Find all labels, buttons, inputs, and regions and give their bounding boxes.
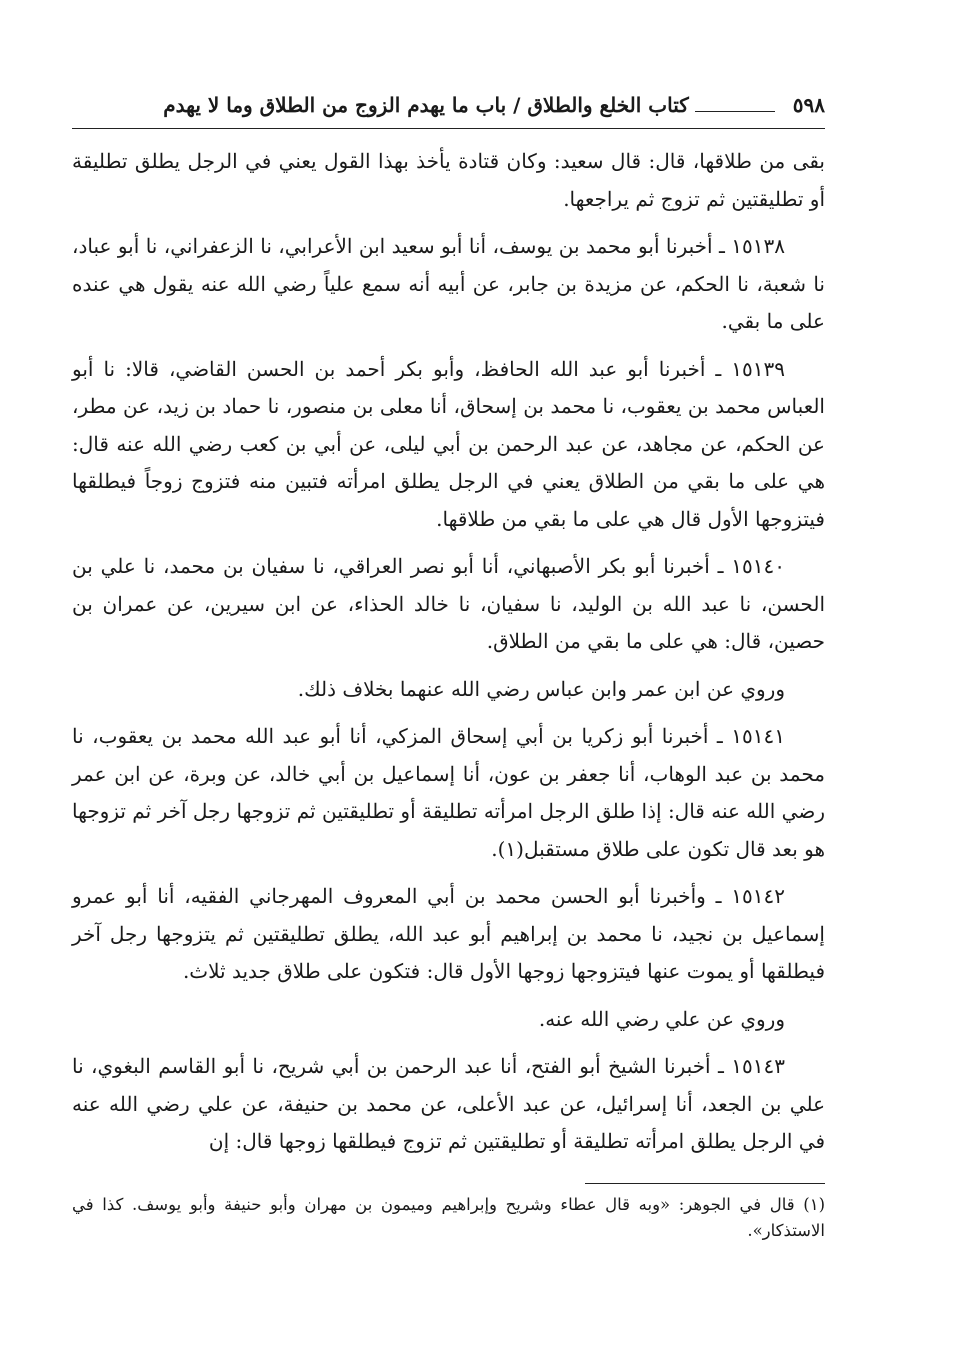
paragraph: وروي عن علي رضي الله عنه. <box>538 1006 785 1031</box>
paragraph: ١٥١٣٩ ـ أخبرنا أبو عبد الله الحافظ، وأبو بكر أحمد بن الحسن القاضي، قالا: نا أبو العباس محمد بن يعقوب، نا محمد بن إسحاق، أنا معلى بن منصور، نا حماد بن زيد، عن مطر، عن الحكم، عن مجاهد، عن عبد الرحمن بن أبي ليلى، عن أبي بن كعب رضي الله عنه قال: هي على ما بقي من الطلاق يعني في الرجل يطلق امرأته فتبين منه فتزوج زوجاً فيطلقها فيتزوجها الأول قال هي على ما بقي من طلاقها. <box>72 356 825 531</box>
header-rule <box>695 99 775 112</box>
page-number: ٥٩٨ <box>792 93 825 117</box>
footnote-separator <box>585 1183 825 1184</box>
running-header <box>72 88 825 129</box>
paragraph: ١٥١٤٣ ـ أخبرنا الشيخ أبو الفتح، أنا عبد الرحمن بن أبي شريح، نا أبو القاسم البغوي، نا علي بن الجعد، أنا إسرائيل، عن عبد الأعلى، عن محمد بن حنيفة، عن علي رضي الله عنه في الرجل يطلق امرأته تطليقة أو تطليقتين ثم تزوج فيطلقها زوجها قال: إن <box>72 1054 825 1153</box>
footnote: (١) قال في الجوهر: «وبه قال عطاء وشريح وإبراهيم وميمون بن مهران وأبو حنيفة وأبو يوسف. كذا في الاستذكار». <box>72 1194 825 1240</box>
paragraph: ١٥١٤١ ـ أخبرنا أبو زكريا بن أبي إسحاق المزكي، أنا أبو عبد الله محمد بن يعقوب، نا محمد بن عبد الوهاب، أنا جعفر بن عون، أنا إسماعيل بن أبي خالد، عن وبرة، عن ابن عمر رضي الله عنه قال: إذا طلق الرجل امرأته تطليقة أو تطليقتين ثم تزوجها رجل آخر ثم تزوجها هو بعد قال تكون على طلاق مستقبل(١). <box>72 724 825 861</box>
paragraph: ١٥١٤٠ ـ أخبرنا أبو بكر الأصبهاني، أنا أبو نصر العراقي، نا سفيان بن محمد، نا علي بن الحسن، نا عبد الله بن الوليد، نا سفيان، نا خالد الحذاء، عن ابن سيرين، عن عمران بن حصين، قال: هي على ما بقي من الطلاق. <box>72 554 825 653</box>
paragraph: وروي عن ابن عمر وابن عباس رضي الله عنهما بخلاف ذلك. <box>297 676 785 701</box>
paragraph: ١٥١٤٢ ـ وأخبرنا أبو الحسن محمد بن أبي المعروف المهرجاني الفقيه، أنا أبو عمرو إسماعيل بن نجيد، نا محمد بن إبراهيم أبو عبد الله، يطلق تطليقتين ثم يتزوجها رجل آخر فيطلقها أو يموت عنها فيتزوجها زوجها الأول قال: فتكون على طلاق جديد ثلاث. <box>72 884 825 983</box>
main-text <box>72 143 825 1161</box>
paragraph: ١٥١٣٨ ـ أخبرنا أبو محمد بن يوسف، أنا أبو سعيد ابن الأعرابي، نا الزعفراني، نا أبو عباد، نا شعبة، نا الحكم، عن مزيدة بن جابر، عن أبيه أنه سمع علياً رضي الله عنه يقول هي عنده على ما بقي. <box>72 234 825 333</box>
paragraph: بقى من طلاقها، قال: قال سعيد: وكان قتادة يأخذ بهذا القول يعني في الرجل يطلق تطليقة أو تطليقتين ثم تزوج ثم يراجعها. <box>72 149 825 211</box>
running-title: كتاب الخلع والطلاق / باب ما يهدم الزوج من الطلاق وما لا يهدم <box>163 93 689 117</box>
